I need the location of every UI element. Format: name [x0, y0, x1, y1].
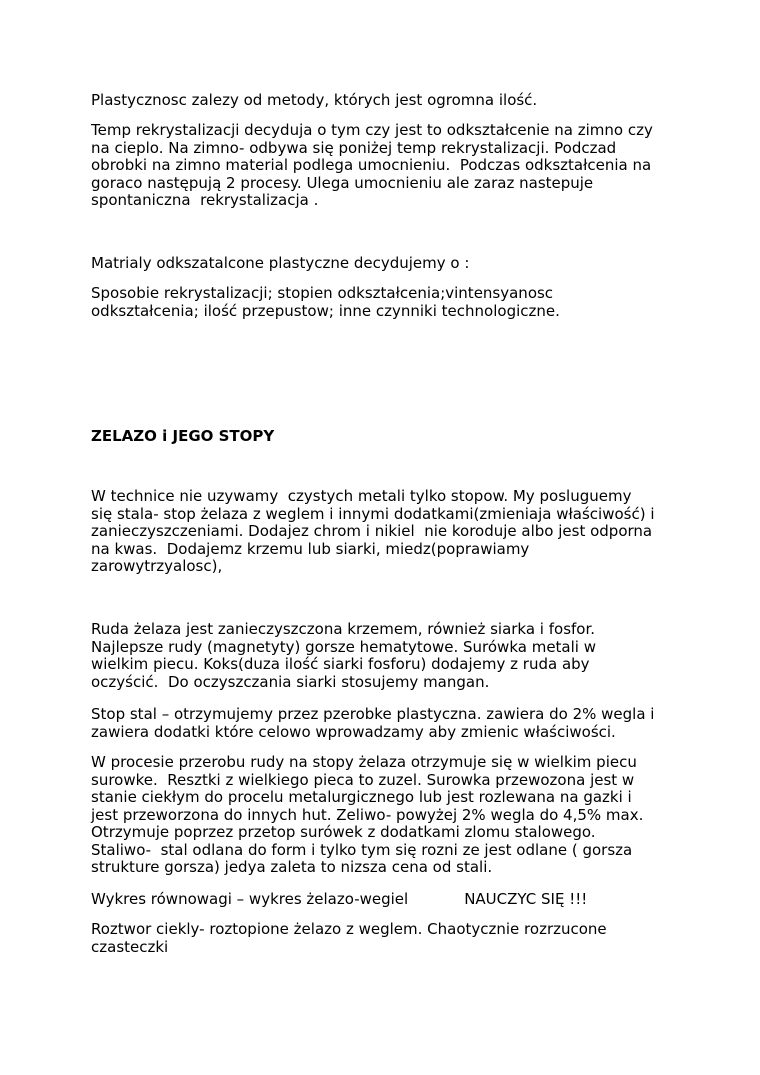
text-line: Sposobie rekrystalizacji; stopien odkształcenia;vintensyanosc	[91, 284, 554, 302]
text-line: Otrzymuje poprzez przetop surówek z dodatkami zlomu stalowego.	[91, 823, 596, 841]
paragraph-factors	[91, 285, 681, 320]
section-heading	[91, 428, 681, 446]
text-line: strukture gorsza) jedya zaleta to nizsza cena od stali.	[91, 858, 493, 876]
text-line: Plastycznosc zalezy od metody, których jest ogromna ilość.	[91, 91, 538, 109]
text-line: stanie ciekłym do procelu metalurgicznego lub jest rozlewana na gazki i	[91, 788, 632, 806]
text-line: Temp rekrystalizacji decyduja o tym czy jest to odkształcenie na zimno czy	[91, 121, 653, 139]
paragraph-steel	[91, 706, 681, 741]
text-line: Najlepsze rudy (magnetyty) gorsze hematytowe. Surówka metali w	[91, 637, 596, 656]
text-line: czasteczki	[91, 937, 169, 956]
paragraph-liquid-solution	[91, 921, 681, 956]
paragraph-equilibrium-diagram	[91, 891, 681, 909]
text-line: się stala- stop żelaza z weglem i innymi dodatkami(zmieniaja właściwość) i	[91, 504, 655, 523]
text-line: Roztwor ciekly- roztopione żelazo z weglem. Chaotycznie rozrzucone	[91, 920, 607, 938]
study-reminder: NAUCZYC SIĘ !!!	[464, 890, 588, 908]
text-line: oczyścić. Do oczyszczania siarki stosujemy mangan.	[91, 672, 490, 691]
text-line	[91, 891, 681, 909]
text-line: surowke. Resztki z wielkiego pieca to zuzel. Surowka przewozona jest w	[91, 770, 635, 789]
text-line: Ruda żelaza jest zanieczyszczona krzemem, również siarka i fosfor.	[91, 620, 596, 638]
text-line: Matrialy odkszatalcone plastyczne decydujemy o :	[91, 254, 470, 272]
text-line: Staliwo- stal odlana do form i tylko tym się rozni ze jest odlane ( gorsza	[91, 840, 633, 859]
paragraph-recrystallization-temperature	[91, 122, 681, 210]
paragraph-deformed-materials	[91, 255, 681, 273]
text-line: Stop stal – otrzymujemy przez pzerobke plastyczna. zawiera do 2% wegla i	[91, 705, 655, 723]
text-line: obrobki na zimno material podlega umocnieniu. Podczas odkształcenia na	[91, 156, 652, 174]
text-line: zanieczyszczeniami. Dodajez chrom i nikiel nie koroduje albo jest odporna	[91, 522, 653, 540]
text-line: na cieplo. Na zimno- odbywa się poniżej temp rekrystalizacji. Podczad	[91, 138, 617, 157]
paragraph-alloys	[91, 488, 681, 576]
text-line: W technice nie uzywamy czystych metali tylko stopow. My posluguemy	[91, 487, 632, 505]
text-line: jest przeworzona do innych hut. Zeliwo- powyżej 2% wegla do 4,5% max.	[91, 805, 644, 824]
text-line: zarowytrzyalosc),	[91, 557, 223, 575]
paragraph-iron-ore	[91, 621, 681, 691]
text-line: W procesie przerobu rudy na stopy żelaza otrzymuje się w wielkim piecu	[91, 753, 637, 771]
text-line: zawiera dodatki które celowo wprowadzamy aby zmienic właściwości.	[91, 722, 616, 741]
heading-text: ZELAZO i JEGO STOPY	[91, 427, 275, 445]
diagram-note: Wykres równowagi – wykres żelazo-wegiel	[91, 890, 409, 908]
text-line: spontaniczna rekrystalizacja .	[91, 191, 319, 209]
text-line: wielkim piecu. Koks(duza ilość siarki fosforu) dodajemy z ruda aby	[91, 655, 590, 673]
text-line: na kwas. Dodajemz krzemu lub siarki, miedz(poprawiamy	[91, 539, 530, 558]
paragraph-blast-furnace	[91, 754, 681, 877]
text-line: goraco następują 2 procesy. Ulega umocnieniu ale zaraz nastepuje	[91, 173, 594, 192]
paragraph-plasticity	[91, 92, 681, 110]
text-line: odkształcenia; ilość przepustow; inne czynniki technologiczne.	[91, 301, 560, 320]
